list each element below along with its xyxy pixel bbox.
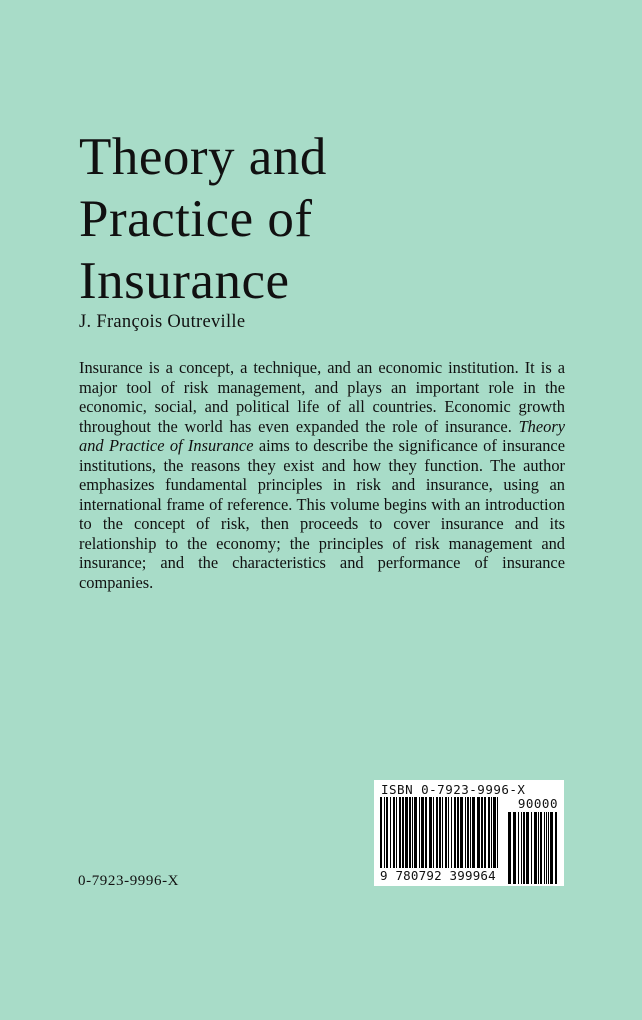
barcode-bar: [429, 797, 432, 868]
barcode-bar: [531, 812, 532, 884]
barcode-bar: [433, 797, 434, 868]
barcode-bar: [409, 797, 411, 868]
title-line-2: Practice of: [79, 190, 313, 248]
barcode-bar: [402, 797, 404, 868]
isbn-text: 0-7923-9996-X: [78, 873, 180, 889]
author-name: J. François Outreville: [79, 312, 246, 332]
barcode-bar: [436, 797, 438, 868]
barcode-bar: [448, 797, 449, 868]
barcode-bar: [548, 812, 549, 884]
barcode-bar: [399, 797, 401, 868]
barcode-ean-number: 9 780792 399964: [380, 868, 496, 883]
barcode-isbn-label: ISBN 0-7923-9996-X: [381, 782, 526, 797]
barcode-bar: [534, 812, 537, 884]
barcode-bar: [484, 797, 486, 868]
barcode-bar: [523, 812, 525, 884]
barcode-bar: [421, 797, 424, 868]
barcode-bar: [472, 797, 475, 868]
barcode-bar: [425, 797, 427, 868]
barcode-bar: [481, 797, 483, 868]
barcode-bar: [414, 797, 417, 868]
book-description: [79, 358, 565, 592]
barcode-bar: [477, 797, 480, 868]
barcode-bar: [491, 797, 492, 868]
book-title: [79, 126, 499, 312]
barcode-bar: [445, 797, 447, 868]
barcode-bar: [544, 812, 545, 884]
barcode-bar: [386, 797, 388, 868]
blurb-part-1: Insurance is a concept, a technique, and an economic institution. It is a major tool of risk management, and plays an important role in the economic, social, and political life of all countries. Economic growth throughout the world has even expanded the role of insurance.: [79, 358, 565, 436]
barcode-bar: [412, 797, 413, 868]
barcode-bar: [460, 797, 463, 868]
barcode-bar: [497, 797, 498, 868]
barcode-bar: [419, 797, 420, 868]
barcode-bar: [518, 812, 519, 884]
barcode-bar: [393, 797, 395, 868]
barcode-bar: [538, 812, 539, 884]
barcode-bar: [470, 797, 471, 868]
barcode: [374, 780, 564, 886]
blurb-italic-title: Theory and Practice of Insurance: [79, 416, 565, 455]
barcode-bar: [396, 797, 397, 868]
barcode-bar: [457, 797, 459, 868]
barcode-bar: [380, 797, 382, 868]
barcode-bar: [465, 797, 466, 868]
barcode-bar: [555, 812, 557, 884]
barcode-bar: [540, 812, 542, 884]
barcode-bar: [442, 797, 443, 868]
barcode-bar: [526, 812, 529, 884]
barcode-bar: [488, 797, 490, 868]
barcode-bar: [513, 812, 516, 884]
barcode-bar: [454, 797, 456, 868]
title-line-1: Theory and: [79, 128, 327, 186]
barcode-bar: [451, 797, 452, 868]
barcode-bar: [439, 797, 441, 868]
barcode-bar: [390, 797, 391, 868]
title-line-3: Insurance: [79, 252, 290, 310]
barcode-bar: [521, 812, 522, 884]
barcode-bar: [467, 797, 469, 868]
barcode-bar: [546, 812, 547, 884]
barcode-bar: [508, 812, 511, 884]
barcode-bar: [405, 797, 408, 868]
barcode-bar: [493, 797, 496, 868]
barcode-bar: [550, 812, 553, 884]
barcode-bar: [384, 797, 385, 868]
blurb-part-2: aims to describe the significance of insurance institutions, the reasons they exist and how they function. The author emphasizes fundamental principles in risk and insurance, using an international frame of reference. This volume begins with an introduction to the concept of risk, then proceeds to cover insurance and its relationship to the economy; the principles of risk management and insurance; and the characteristics and performance of insurance companies.: [79, 436, 565, 592]
barcode-price-code: 90000: [517, 796, 558, 811]
